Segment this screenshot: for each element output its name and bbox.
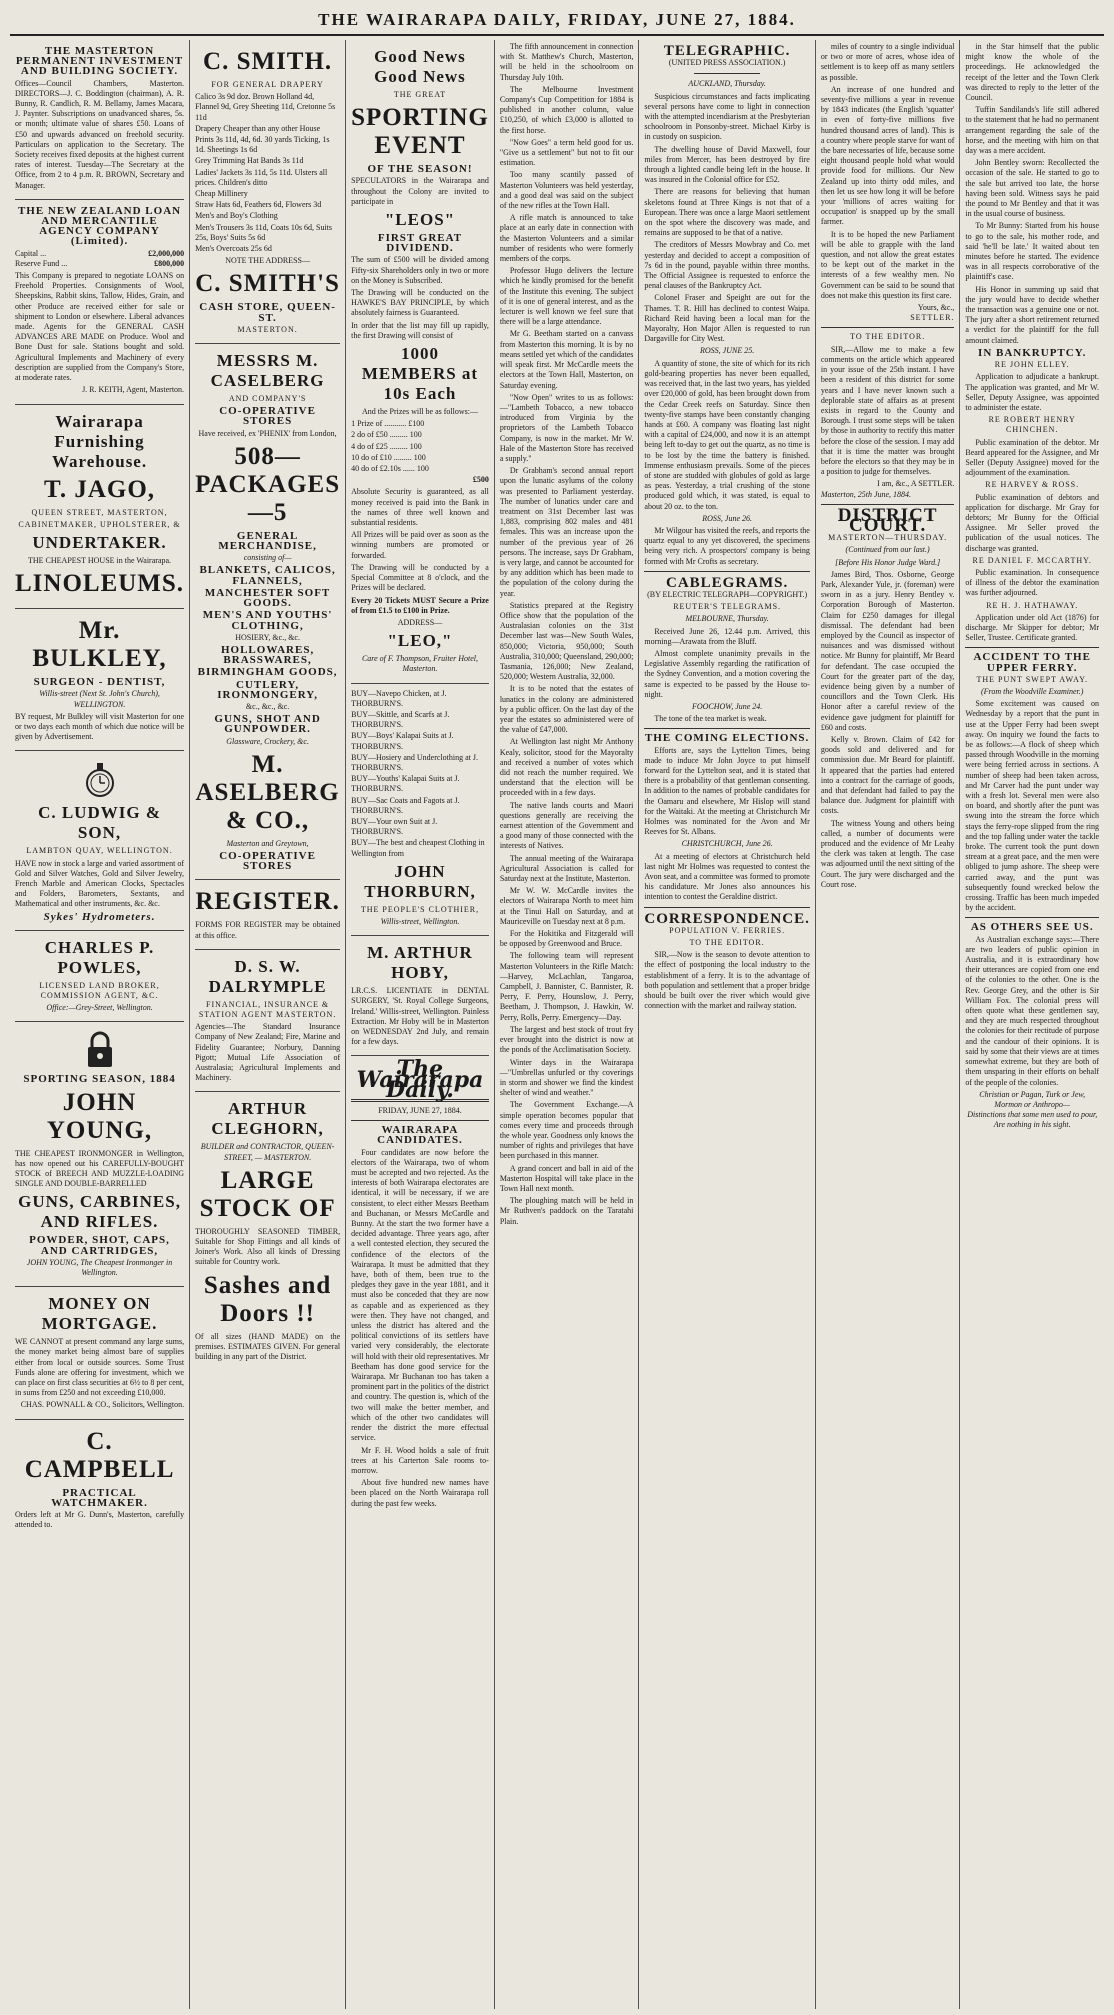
masthead — [10, 0, 1104, 36]
caselberg-sub: AND COMPANY'S — [228, 394, 307, 404]
consisting-label: consisting of— — [243, 553, 292, 563]
news-item: The fifth announcement in connection with St. Matthew's Church, Masterton, will be held in the schoolroom on Thursday July 10th. — [499, 42, 634, 82]
caselberg2-place: Masterton and Greytown, — [226, 838, 309, 848]
dalrymple-text: Agencies—The Standard Insurance Company of New Zealand; Fire, Marine and Fidelity Guarantee; Norbury, Danning Pigott; Mutual Life Association of Australasia; Agricultural Implements and Machinery. — [195, 1022, 341, 1083]
furnishing-title: Wairarapa Furnishing Warehouse. — [51, 411, 148, 471]
news-item: Mr G. Beetham started on a canvass from Masterton this morning. It is by no means settled yet which of the candidates will speak first. Mr McCardle meets the electors at the Town Hall, Masterton, on Saturday evening. — [499, 329, 634, 390]
dateline: AUCKLAND, Thursday. — [688, 79, 766, 89]
column-2 — [190, 40, 346, 2009]
etc-label: &c., &c., &c. — [245, 701, 290, 711]
shares-line: 1000 MEMBERS at 10s Each — [361, 344, 479, 404]
letter-sign: I am, &c., A SETTLER. — [877, 479, 955, 489]
thorburn-item: BUY—Boys' Kalapai Suits at J. THORBURN'S. — [351, 731, 454, 751]
trifle-text: Every 20 Tickets MUST Secure a Prize of from £1.5 to £100 in Prize. — [351, 595, 489, 615]
smith-note: NOTE THE ADDRESS— — [225, 256, 310, 266]
column-7 — [960, 40, 1104, 2009]
cable-text: Received June 26, 12.44 p.m. Arrived, this morning—Arawata from the Bluff. — [644, 626, 810, 646]
telegram-text: The dwelling house of David Maxwell, four miles from Mercer, has been destroyed by fire through a lighted candle being left in the house. It was insured in the Colonial office for £52. — [644, 144, 810, 185]
caselberg2-coop: CO-OPERATIVE STORES — [219, 849, 316, 873]
loan-company-text: This Company is prepared to negotiate LOANS on Freehold Properties. Consignments of Wool, Sheepskins, Rabbit skins, Tallow, Hides, Grain, and other Produce are received either for sale or shipment to London or elsewhere. Liberal advances made. Agents for the GENERAL CASH ADVANCES ARE MADE on Produce. Wool and Bone Dust for sale. Stations bought and sold. Agricultural Implements and Machinery of every description are supplied from the Company's Store, at moderate rates. — [15, 271, 185, 383]
jago-trade: CABINETMAKER, UPHOLSTERER, & — [18, 519, 181, 529]
thorburn-item: BUY—Hosiery and Underclothing at J. THORBURN'S. — [351, 752, 478, 772]
columns — [10, 40, 1104, 2009]
prize-item: 4 do of £25 ......... 100 — [351, 441, 422, 451]
powles-name: CHARLES P. POWLES, — [44, 937, 155, 977]
dalrymple-trade: FINANCIAL, INSURANCE & STATION AGENT MASTERTON. — [198, 999, 337, 1019]
news-item: "Now Open" writes to us as follows:—"Lambeth Tobacco, a new tobacco introduced from Virginia by the proprietors of the Lambeth Tobacco Company, is now in the market. Mr W. Hale of the Masterton Store has received a supply." — [499, 392, 634, 463]
great-label: THE GREAT — [393, 90, 447, 99]
cleghorn-name: ARTHUR CLEGHORN, — [211, 1099, 324, 1139]
district-court-header: DISTRICT COURT. — [837, 504, 938, 536]
register-ad — [195, 880, 340, 949]
thorburn-item: BUY—Your own Suit at J. THORBURN'S. — [351, 816, 438, 837]
poem-line: Christian or Pagan, Turk or Jew, — [979, 1089, 1086, 1099]
ludwig-place: LAMBTON QUAY, WELLINGTON. — [26, 846, 173, 856]
news-item: A grand concert and ball in aid of the Masterton Hospital will take place in the Town Hall next month. — [499, 1163, 634, 1193]
bankruptcy-case: RE JOHN ELLEY. — [994, 360, 1070, 370]
editorial-text: Four candidates are now before the electors of the Wairarapa, two of whom must be accepted and two rejected. As the interests of both Wairarapa electorates are identical, it will be necessary, if we are consistent, to elect either Messrs Beetham and Buchanan, or Messrs McCardle and Bunny. At the start the two former have a decided advantage. Three years ago, after a well contested election, they secured the confidence of the electors of the Wairarapa. It must be admitted that they have, both of them, been true to the pledges they gave in the year 1881, and it must also be conceded that they are now as capable and as experienced as they were then. They have not changed, and unless the district has altered and the political convictions of its settlers have varied very considerably, the electorate will hold with their old representatives. Mr Beetham has done good service for the Wairarapa. Mr Buchanan too has taken a prominent part in the politics of the district and country. The question is, which of the two will make the better member, and which of the other two candidates will render the district the more effectual service. — [351, 1147, 489, 1443]
bankruptcy-case: RE H. J. HATHAWAY. — [986, 600, 1079, 610]
powles-ad — [15, 931, 184, 1023]
bankruptcy-header: IN BANKRUPTCY. — [978, 346, 1087, 359]
telegram-text: Suspicious circumstances and facts implicating several persons have come to light in connection with the attempted incendiarism at the Presbyterian schoolroom in Ponsonby-street. Michael Kirby is in custody on suspicion. — [644, 91, 810, 142]
news-item: Statistics prepared at the Registry Office show that the population of the Australasian colonies on the 31st December last was—New South Wales, 850,000; Victoria, 950,000; South Australia, 310,000; Queensland, 290,000; Tasmania, 126,000; New Zealand, 520,000; Western Australia, 32,000. — [499, 600, 634, 682]
news-item: A rifle match is announced to take place at an early date in connection with the Masterton Volunteers and a similar number of residents who were formerly members of the corps. — [499, 213, 634, 264]
reserve-value: £800,000 — [154, 258, 185, 268]
money-text: WE CANNOT at present command any large sums, the money market being almost bare of supplies either from local or outside sources. Some Trust Funds alone are offering for investment, which we can place on first class securities at 6½ to 8 per cent, in sums from £250 and not exceeding £10,000. — [15, 1337, 185, 1398]
to-editor-label: TO THE EDITOR. — [850, 332, 926, 342]
packages-label: 508—PACKAGES—5 — [195, 442, 341, 526]
general-merch: GENERAL MERCHANDISE, — [218, 529, 317, 553]
good-news-title: Good News Good News — [374, 47, 466, 86]
bankruptcy-text: Application under old Act (1876) for discharge. Mr Skipper for debtor; Mr Seller, Trustee. Certificate granted. — [965, 612, 1099, 643]
campbell-ad — [15, 1420, 184, 1539]
smith-list-item: Men's and Boy's Clothing — [195, 211, 278, 221]
guns-label: GUNS, CARBINES, AND RIFLES. — [18, 1192, 181, 1232]
loan-company-title: THE NEW ZEALAND LOAN AND MERCANTILE AGENCY COMPANY (Limited). — [17, 204, 182, 248]
first-dividend: FIRST GREAT DIVIDEND. — [377, 232, 463, 255]
guns-gunpowder-label: GUNS, SHOT AND GUNPOWDER. — [214, 713, 321, 736]
powles-office: Office:—Grey-Street, Wellington. — [46, 1003, 153, 1013]
smith-name: C. SMITH. — [203, 48, 333, 75]
thorburn-item: BUY—Youths' Kalapai Suits at J. THORBURN'S. — [351, 774, 460, 794]
thorburn-list — [351, 689, 489, 859]
powder-label: POWDER, SHOT, CAPS, AND CARTRIDGES, — [29, 1234, 170, 1257]
accident-source: (From the Woodville Examiner.) — [980, 686, 1084, 696]
young-text: THE CHEAPEST IRONMONGER in Wellington, has now opened out his CAREFULLY-BOUGHT STOCK of BREECH AND MUZZLE-LOADING SINGLE AND DOUBLE-BARRELLED — [15, 1148, 185, 1189]
smith-list-item: Ladies' Jackets 3s 11d, 5s 11d. Ulsters all prices. Children's ditto — [195, 167, 328, 187]
watch-icon — [15, 759, 184, 799]
thorburn-item: BUY—Skittle, and Scarfs at J. THORBURN'S. — [351, 709, 450, 730]
mens-clothing-label: MEN'S AND YOUTHS' CLOTHING, — [202, 609, 333, 632]
shares-text: In order that the list may fill up rapidly, the first Drawing will consist of — [351, 320, 489, 340]
prize-item: 40 do of £2.10s ...... 100 — [351, 464, 429, 474]
bulkley-name: Mr. BULKLEY, — [32, 617, 167, 673]
dateline: MELBOURNE, Thursday. — [685, 614, 769, 624]
telegram-text: There are reasons for believing that human skeletons found at Three Kings is not that of a European. There was once a large Maori settlement on the spot where the discovery was made, and remains are supposed to be that of a native. — [644, 187, 810, 238]
thorburn-item: BUY—The best and cheapest Clothing in Wellington from — [351, 838, 485, 858]
bankruptcy-text: Public examination. In consequence of illness of the debtor the examination was further adjourned. — [965, 567, 1099, 598]
ludwig-name: C. LUDWIG & SON, — [38, 803, 161, 843]
letter-signature: SETTLER. — [910, 313, 955, 323]
news-item: The ploughing match will be held in Mr Ruthven's paddock on the Taratahi Plain. — [499, 1196, 634, 1226]
letter-text: It is to be hoped the new Parliament will be able to grapple with the land question, and not allow the great estates to be kept out of the market in the interests of a few wealthy men. No Government can be said to be sound that does not make this question its first care. — [820, 229, 955, 300]
sykes-label: Sykes' Hydrometers. — [43, 910, 156, 923]
bankruptcy-case: RE ROBERT HENRY CHINCHEN. — [988, 415, 1076, 435]
hoby-text: LR.C.S. LICENTIATE in DENTAL SURGERY, 'St. Royal College Surgeons, Ireland.' Willis-street, Wellington. Painless Extraction. Mr Hoby will be in Masterton on WEDNESDAY 2nd July, and remain for a few days. — [351, 986, 489, 1047]
young-ad — [15, 1022, 184, 1287]
smith-list-item: Men's Overcoats 25s 6d — [195, 244, 272, 254]
others-text: As Australian exchange says:—There are two leaders of public opinion in Australia, and it is extraordinary how their utterances are copied from one end of the colonies to the other. One is the Rev. George Grey, and the other is Sir William Fox. The colonial press will often quote what these gentlemen say, and they are much respected throughout the colonies for their rectitude of purpose and the candour of their opinions. It is said by some that their views are at times somewhat extreme, but they are both of them unsparing in their efforts on behalf of the people of the colonies. — [965, 934, 1099, 1087]
bulkley-ad — [15, 609, 184, 751]
news-item: The largest and best stock of trout fry ever brought into the district is now at the ponds of the Acclimatisation Society. — [499, 1024, 634, 1055]
reserve-label: Reserve Fund ... — [15, 258, 68, 268]
paper-title: The Wairarapa Daily. — [356, 1056, 484, 1103]
date-line: FRIDAY, JUNE 27, 1884. — [378, 1106, 462, 1115]
smith2-sub: CASH STORE, QUEEN-ST. — [199, 301, 336, 324]
telegram-text: Mr Wilgour has visited the reefs, and reports the quartz equal to any yet discovered, the specimens being very rich. A prospectors' company is being formed with Mr Crofts as secretary. — [644, 525, 810, 566]
thorburn-item: BUY—Sac Coats and Fagots at J. THORBURN'S. — [351, 795, 460, 815]
dalrymple-ad — [195, 950, 340, 1093]
smith2-place: MASTERTON. — [237, 324, 298, 334]
news-item: Too many scantily passed of Masterton Volunteers was held yesterday, and a good deal was said on the subject of the new rifles at the Town Hall. — [499, 170, 634, 211]
capital-value: £2,000,000 — [148, 248, 185, 258]
wood-text: Mr F. H. Wood holds a sale of fruit trees at his Carterton Sale rooms to-morrow. — [351, 1445, 489, 1475]
telegram-text: A quantity of stone, the site of which for its rich gold-bearing properties has never been equalled, was received that, in the last two years, has yielded over £20,000 of gold, has been brought down from the Cedar Creek reefs on Saturday. Since then twenty-five stamps have been constantly changing hands at £60. A company was floating last night with a capital of £24,000, and now it is an attempt being left to-day to get out the quartz, as no time is to be lost by the time the battery is finished. Immense enthusiasm prevails. Some of the pieces of stone are studded with globules of gold as large as peas. Yesterday, a trial crushing of the stone produced gold which, it was stated, is equal to about 20 oz. to the ton. — [644, 358, 810, 511]
thorburn-name: JOHN THORBURN, — [364, 861, 476, 901]
elections-text: Efforts are, says the Lyttelton Times, being made to induce Mr John Joyce to put himself forward for the Lyttelton seat, and it is stated that there is a probability of that gentleman consenting. In addition to the names of probable candidates for the Oamaru and elsewhere, Mr Hislop will stand for the Waitaki. At the meeting at Christchurch Mr Holmes was nominated for the Avon and Mr Reeves for St. Albans. — [644, 745, 810, 837]
letter-text: An increase of one hundred and seventy-five millions a year in revenue by 1843 indicates (the English 'squatter' in even of forty-five millions five hundred thousand acres of land). This is a country where people starve for want of the bare necessaries of life, because some eight thousand people hold what would provide food for millions. Our New Zealand up into thirty odd miles, and then let us see how long it will be before your 'millions of acres waiting for occupation' is snapped up by the small farmer. — [820, 84, 955, 227]
letter-sign: Yours, &c., — [917, 303, 955, 313]
dateline: ROSS, JUNE 25. — [700, 346, 755, 356]
money-sign: CHAS. POWNALL & CO., Solicitors, Wellington. — [20, 1400, 185, 1410]
prizes-total: £500 — [472, 475, 489, 485]
editorial-title: WAIRARAPA CANDIDATES. — [377, 1124, 463, 1147]
cleghorn-trade: BUILDER and CONTRACTOR, QUEEN-STREET, — MASTERTON. — [200, 1142, 335, 1162]
sweep-text: SPECULATORS in the Wairarapa and throughout the Colony are invited to participate in — [351, 176, 489, 206]
caselberg2-name: M. ASELBERG & CO., — [195, 750, 340, 834]
caselberg-ad — [195, 344, 340, 880]
court-text: in the Star himself that the public might know the whole of the proceedings. He acknowledged the receipt of the letter and the Town Clerk was directed to reply to the letter of the Council. — [965, 42, 1099, 103]
dalrymple-name: D. S. W. DALRYMPLE — [208, 956, 327, 996]
smith-list-item: Calico 3s 9d doz. Brown Holland 4d, Flannel 9d, Grey Sheeting 11d, Cretonne 5s 11d — [195, 92, 336, 122]
smith-list-item: Straw Hats 6d, Feathers 6d, Flowers 3d — [195, 200, 322, 210]
bankruptcy-text: Public examination of debtors and application for discharge. Mr Gray for debtors; Mr Bunny for the Official Assignee. Mr Seller proved the publication of the usual notices. The discharge was granted. — [965, 492, 1099, 553]
hundred-text: About five hundred new names have been placed on the North Wairarapa roll during the past few weeks. — [351, 1478, 489, 1508]
cleghorn-text: THOROUGHLY SEASONED TIMBER, Suitable for Shop Fittings and all kinds of Joiner's Work. Also all kinds of Dressing suitable for Country work. — [195, 1226, 341, 1267]
bankruptcy-case: RE DANIEL F. MCCARTHY. — [972, 555, 1092, 565]
jago-address: QUEEN STREET, MASTERTON, — [31, 507, 168, 517]
letter-text: miles of country to a single individual or two or more of acres, whose idea of settlement is to keep off as many settlers as possible. — [820, 42, 955, 82]
hoby-ad — [351, 936, 489, 1056]
court-text: James Bird, Thos. Osborne, George Park, Alexander Yule, jr. (foreman) were sworn in as a jury. Henry Bentley v. Corporation Borough of Masterton. Claim for £250 damages for illegal dismissal. The defendant had been employed by the Council as inspector of nuisances and was dismissed without notice. Mr Bunny for plaintiff, Mr Beard for defendant. The case occupied the Court for the greater part of the day, evidence being given by a number of councillors and the Town Clerk. His Honor after a careful review of the evidence gave judgment for plaintiff for £60 and costs. — [820, 569, 955, 732]
address-label: ADDRESS— — [397, 617, 443, 627]
dateline: CHRISTCHURCH, June 26. — [681, 839, 773, 849]
smith-list — [195, 92, 340, 254]
accident-header: ACCIDENT TO THE UPPER FERRY. — [973, 651, 1091, 674]
elections-text: At a meeting of electors at Christchurch held last night Mr Holmes was requested to contest the Avon seat, and a committee was formed to promote his candidature. Mr Jones also announces his intention to contest the Geraldine district. — [644, 851, 810, 902]
cleghorn-foot: Of all sizes (HAND MADE) on the premises. ESTIMATES GIVEN. For general building in any part of the District. — [195, 1331, 341, 1361]
correspondence-header: CORRESPONDENCE. — [644, 910, 810, 927]
poem-line: Are nothing in his sight. — [993, 1120, 1071, 1130]
news-item: For the Hokitika and Fitzgerald will be opposed by Greenwood and Bruce. — [499, 929, 634, 949]
smith-ad — [195, 40, 340, 344]
birmingham-label: BIRMINGHAM GOODS, — [197, 666, 338, 679]
jago-name: T. JAGO, — [44, 475, 156, 503]
correspondence-subheader: POPULATION V. FERRIES. — [669, 925, 786, 935]
court-text: To Mr Bunny: Started from his house to go to the sale, his mother rode, and said 'he'll be late.' It waited about ten minutes before he started. The evidence was in all respects corroborative of the plaintiff's case. — [965, 221, 1099, 282]
court-text: His Honor in summing up said that the jury would have to decide whether the transaction was a genuine one or not. The jury after a short retirement returned a verdict for the plaintiff for the full amount claimed. — [965, 284, 1099, 345]
letter-text: SIR,—Allow me to make a few comments on the article which appeared in your issue of the 25th instant. I have been a resident of this district for some years and I have never known such a deplorable state of affairs as at present exists in regard to the County and Borough. I trust some steps will be taken by those in authority to rectify this matter before the close of the session. I may add that it is time the matter was brought before the electors so that they may be in a position to judge for themselves. — [820, 344, 955, 477]
caselberg-coop: CO-OPERATIVE STORES — [219, 405, 316, 428]
ludwig-ad — [15, 751, 184, 930]
poem-line: Distinctions that some men used to pour, — [967, 1110, 1098, 1120]
court-text: Kelly v. Brown. Claim of £42 for goods sold and delivered and for commission due. Mr Beard for plaintiff. It appeared that the parties had entered into a contract for the carriage of goods, and that defendant had failed to pay the balance due. Judgment for plaintiff with costs. — [820, 735, 955, 816]
bankruptcy-case: RE HARVEY & ROSS. — [985, 480, 1080, 490]
season-label: OF THE SEASON! — [367, 163, 473, 176]
correspondence-text: SIR,—Now is the season to devote attention to the effect of postponing the local industry to the establishment of a ferry. It is to the advantage of both population and settlement that a proper bridge should be built over the river which would give connection with the market and railway station. — [644, 950, 810, 1011]
news-item: "Now Goes" a term held good for us. "Give us a settlement" but not to fit our estimation. — [499, 137, 634, 168]
thorburn-place: Willis-street, Wellington. — [380, 916, 460, 926]
hollowares-label: HOLLOWARES, BRASSWARES, — [220, 643, 315, 667]
news-item: Mr W. W. McCardle invites the electors of Wairarapa North to meet him at the Tinui Hall on Saturday, and at Mauriceville on Tuesday next at 8 p.m. — [499, 886, 634, 926]
news-item: The Government Exchange.—A simple operation becomes popular that comes every time and proceeds through the whole year. Goodness only knows the number of rights and privileges that have been purchased in this manner. — [499, 1100, 634, 1161]
powles-trade: LICENSED LAND BROKER, COMMISSION AGENT, &C. — [39, 980, 160, 1000]
manchester-label: MANCHESTER SOFT GOODS. — [204, 586, 331, 610]
bulkley-address: Willis-street (Next St. John's Church), WELLINGTON. — [39, 689, 160, 709]
telegram-text: The creditors of Messrs Mowbray and Co. met yesterday and decided to accept a composition of 7s 6d in the pound, payable within three months. The Official Assignee is requested to enforce the penal clauses of the Bankruptcy Act. — [644, 240, 810, 291]
court-subheader: MASTERTON—THURSDAY. — [828, 533, 948, 543]
leo-sign: "LEO," — [387, 631, 453, 651]
smith-sub: FOR GENERAL DRAPERY — [211, 80, 324, 89]
young-name: JOHN YOUNG, — [46, 1088, 153, 1144]
hosiery-label: HOSIERY, &c., &c. — [235, 632, 300, 642]
others-header: AS OTHERS SEE US. — [970, 921, 1094, 934]
blankets-label: BLANKETS, CALICOS, FLANNELS, — [199, 564, 336, 587]
reuters-label: REUTER'S TELEGRAMS. — [673, 602, 782, 612]
thorburn-ad — [351, 684, 489, 937]
thorburn-item: BUY—Navepo Chicken, at J. THORBURN'S. — [351, 688, 447, 708]
letters-text: All Prizes will be paid over as soon as the winning numbers are promoted or forwarded. — [351, 530, 489, 560]
editorial-section — [351, 1056, 489, 1508]
sashes-label: Sashes and Doors !! — [203, 1271, 332, 1327]
drawing-text: The Drawing will be conducted on the HAWKE'S BAY PRINCIPLE, by which absolutely fairness is Guaranteed. — [351, 288, 489, 318]
smith-list-item: Prints 3s 11d, 4d, 6d. 30 yards Ticking, 1s 1d. Sheetings 1s 6d — [195, 135, 330, 155]
prize-item: 1 Prize of ........... £100 — [351, 419, 425, 429]
news-item: At Wellington last night Mr Anthony Kealy, solicitor, stood for the Mayoralty and received a number of votes which did not reach the number required. We understand that the election will be proceeded with in a few days. — [499, 737, 634, 798]
prize-item: 10 do of £10 ......... 100 — [351, 452, 426, 462]
prizes-intro: And the Prizes will be as follows:— — [361, 407, 478, 417]
news-item: Professor Hugo delivers the lecture which he kindly promised for the benefit of the Institute this evening. The subject of it is one of general interest, and as the lecturer is well known we feel sure that there will be a large attendance. — [499, 266, 634, 327]
news-item: Winter days in the Wairarapa—"Umbrellas unfurled or thy coverings in storm and shower we find the kindest shelter of wind and weather." — [499, 1057, 634, 1098]
masthead-title: THE WAIRARAPA DAILY, FRIDAY, JUNE 27, 1884. — [318, 10, 796, 29]
cablegrams-subheader: (BY ELECTRIC TELEGRAPH—COPYRIGHT.) — [647, 589, 808, 599]
prize-item: 2 do of £50 ......... 100 — [351, 430, 422, 440]
letter-date: Masterton, 25th June, 1884. — [820, 489, 912, 499]
court-continued: (Continued from our last.) — [845, 545, 930, 555]
cleghorn-ad — [195, 1092, 340, 1370]
sporting-season: SPORTING SEASON, 1884 — [23, 1073, 176, 1086]
court-text: Tuffin Sandilands's life still adhered to the statement that he had no permanent arrangement regarding the sale of the horse, and the meeting with him on that day was a mere accident. — [965, 105, 1099, 156]
prize-list — [351, 419, 489, 474]
building-society-text: Offices—Council Chambers, Masterton. DIRECTORS—J. C. Boddington (chairman), A. R. Bunny, R. Candlich, R. M. Bellamy, James Macara, J. Paynter. Subscriptions on unadvanced shares, 5s. or month; ultimate value of shares £50. Loans of £50 and upwards advanced on freehold security. Particulars on application to the Secretary. The Society receives fixed deposits at the highest current rates of interest. Tuesday—The Secretary at the Office, from 2 to 4 p.m. R. BROWN, Secretary and Manager. — [15, 78, 185, 190]
caselberg-received: Have received, ex 'PHENIX' from London, — [198, 428, 337, 438]
news-item: It is to be noted that the estates of lunatics in the colony are administered by a public officer. On the last day of the year the estates so administered were of the value of £47,000. — [499, 684, 634, 735]
money-ad — [15, 1287, 184, 1419]
news-item: The annual meeting of the Wairarapa Agricultural Association is called for Saturday next at the Institute, Masterton. — [499, 853, 634, 884]
dateline: ROSS, June 26. — [702, 513, 752, 523]
dateline: FOOCHOW, June 24. — [691, 701, 763, 711]
ludwig-text: HAVE now in stock a large and varied assortment of Gold and Silver Watches, Gold and Silver Jewelry, French Marble and American Clocks, Spectacles and Folders, Barometers, Sextants, and Mathematical and other instruments, &c. &c. — [15, 858, 185, 909]
smith-list-item: Cheap Millinery — [195, 189, 248, 199]
telegraphic-header: TELEGRAPHIC. — [663, 43, 791, 59]
elections-header: THE COMING ELECTIONS. — [644, 732, 810, 745]
column-1 — [10, 40, 190, 2009]
sum-text: The sum of £500 will be divided among Fifty-six Shareholders only in two or more on the Money is Subscribed. — [351, 255, 489, 285]
building-society-title: THE MASTERTON PERMANENT INVESTMENT AND BUILDING SOCIETY. — [15, 45, 184, 78]
building-society-ad — [15, 40, 184, 200]
young-sign: JOHN YOUNG, The Cheapest Ironmonger in Wellington. — [26, 1257, 173, 1277]
cable-text: Almost complete unanimity prevails in the Legislative Assembly regarding the ratification of the Sydney Convention, and a motion covering the same is expected to be passed by the House to-night. — [644, 648, 810, 699]
bankruptcy-text: Public examination of the debtor. Mr Beard appeared for the Assignee, and Mr Seller (Deputy Assignee) moved for the adjournment of the examination. — [965, 437, 1099, 478]
money-title: MONEY ON MORTGAGE. — [41, 1294, 158, 1334]
cablegrams-header: CABLEGRAMS. — [665, 574, 789, 591]
campbell-text: Orders left at Mr G. Dunn's, Masterton, carefully attended to. — [15, 1510, 185, 1530]
to-editor-label: TO THE EDITOR. — [689, 938, 765, 948]
smith2-name: C. SMITH'S — [195, 270, 340, 298]
cleghorn-stock: LARGE STOCK OF — [199, 1166, 336, 1222]
register-text: FORMS FOR REGISTER may be obtained at this office. — [195, 920, 341, 940]
news-item: The following team will represent Masterton Volunteers in the Rifle Match:—Harvey, McLachlan, Tangaroa, Campbell, J. Bannister, C. Bannister, R. Perry, F. Perry, Hounslow, J. Perry, Beetham, J. Thompson, J. Hawkin, W. Perry, Rolls, Perry. Emergency—Day. — [499, 951, 634, 1022]
leos-ad — [351, 40, 489, 684]
court-text: The witness Young and others being called, a number of documents were produced and the evidence of Mr Leahy the clerk was taken at length. The case was adjourned until the next sitting of the Court. The jury were discharged and the Court rose. — [820, 818, 955, 889]
accident-subheader: THE PUNT SWEPT AWAY. — [976, 674, 1088, 684]
column-5 — [639, 40, 815, 2009]
glassware-label: Glassware, Crockery, &c. — [226, 736, 309, 746]
smith-list-item: Drapery Cheaper than any other House — [195, 123, 321, 133]
hoby-name: M. ARTHUR HOBY, — [367, 943, 473, 983]
smith-list-item: Grey Trimming Hat Bands 3s 11d — [195, 156, 304, 166]
bulkley-text: BY request, Mr Bulkley will visit Masterton for one or two days each month of which due notice will be given by Advertisement. — [15, 711, 185, 742]
full-text: The Drawing will be conducted by a Special Committee at 8 o'clock, and the Prizes will be declared. — [351, 562, 489, 593]
column-6 — [816, 40, 961, 2009]
campbell-trade: PRACTICAL WATCHMAKER. — [51, 1486, 148, 1509]
leos-label: "LEOS" — [384, 210, 456, 230]
reserve-row — [15, 259, 184, 269]
capital-label: Capital ... — [15, 248, 47, 258]
smith-list-item: Men's Trousers 3s 11d, Coats 10s 6d, Suits 25s, Boys' Suits 5s 6d — [195, 222, 333, 242]
loan-company-ad — [15, 200, 184, 405]
loan-company-sign: J. R. KEITH, Agent, Masterton. — [82, 385, 185, 395]
register-title: REGISTER. — [195, 888, 340, 916]
absolute-text: Absolute Security is guaranteed, as all money received is paid into the Bank in the names of three well known and substantial residents. — [351, 487, 489, 528]
news-item: The Melbourne Investment Company's Cup Competition for 1884 is published in another column, value £10,250, of which £3,000 is allotted to the first horse. — [499, 84, 634, 135]
cheapest-house: THE CHEAPEST HOUSE in the Wairarapa. — [28, 555, 172, 565]
news-item: Dr Grabham's second annual report upon the lunatic asylums of the colony was presented to Parliament yesterday. The number of lunatics under care and treatment on 31st December last was 1,883, comprising 802 males and 481 females. This was an increase upon the number of the previous year of 26 persons. The increase, says Dr Grabham, is very large, and cannot be accounted for by any addition which has been made to the population of the colony during the year. — [499, 466, 634, 598]
caselberg-title: MESSRS M. CASELBERG — [210, 351, 325, 391]
poem-line: Mormon or Anthropo— — [994, 1099, 1070, 1109]
news-item: The native lands courts and Maori questions generally are receiving the earnest attention of the Government and a good many of those connected with the interests of Natives. — [499, 800, 634, 851]
accident-text: Some excitement was caused on Wednesday by a report that the punt in use at the Upper Ferry had been swept away. On inquiry we found the facts to be as follows:—A flock of sheep which passed through Woodville in the morning were being ferried across in sections. A number of sheep had been taken across, and Mr Carver had the punt under way with a fresh lot. Several men were also on board, and shortly after the punt was swung into the stream the force which stays the ferry-rope slipped from the ring and the top falling under water the tackle broke. The current took the punt down stream at a great pace, and the men were obliged to jump ashore. The sheep were carried away, and the punt was subsequently found wrecked below the crossing. Traffic has been much impeded by the accident. — [965, 699, 1099, 913]
telegram-text: Colonel Fraser and Speight are out for the Thames. T. R. Hill has declined to contest Waipa. Richard Reid having been a local man for the Mayoralty, Hon Major Allen is requested to run Dargaville for City West. — [644, 293, 810, 344]
cutlery-label: CUTLERY, IRONMONGERY, — [217, 678, 318, 701]
sporting-event-title: SPORTING EVENT — [351, 104, 489, 160]
court-before: [Before His Honor Judge Ward.] — [835, 557, 941, 567]
undertaker-label: UNDERTAKER. — [32, 532, 167, 552]
cable-text: The tone of the tea market is weak. — [654, 714, 767, 724]
court-text: John Bentley sworn: Recollected the occasion of the sale. He started to go to the sale but arrived too late, the horse having been sold. Witness says he paid the pound to Mr Bentley and that it was in the usual course of business. — [965, 158, 1099, 219]
thorburn-sub: THE PEOPLE'S CLOTHIER, — [360, 904, 480, 914]
telegraphic-subheader: (UNITED PRESS ASSOCIATION.) — [668, 58, 786, 68]
jago-ad — [15, 405, 184, 610]
bankruptcy-text: Application to adjudicate a bankrupt. The application was granted, and Mr W. Seller, Deputy Assignee, was appointed to administer the estate. — [965, 372, 1099, 412]
column-3 — [346, 40, 495, 2009]
bulkley-trade: SURGEON - DENTIST, — [33, 676, 166, 689]
capital-row — [15, 249, 184, 259]
linoleums-label: LINOLEUMS. — [15, 570, 185, 598]
column-4 — [495, 40, 640, 2009]
campbell-name: C. CAMPBELL — [24, 1427, 175, 1483]
padlock-icon — [15, 1030, 184, 1070]
leo-care: Care of F. Thompson, Fruiter Hotel, Masterton. — [361, 654, 478, 674]
